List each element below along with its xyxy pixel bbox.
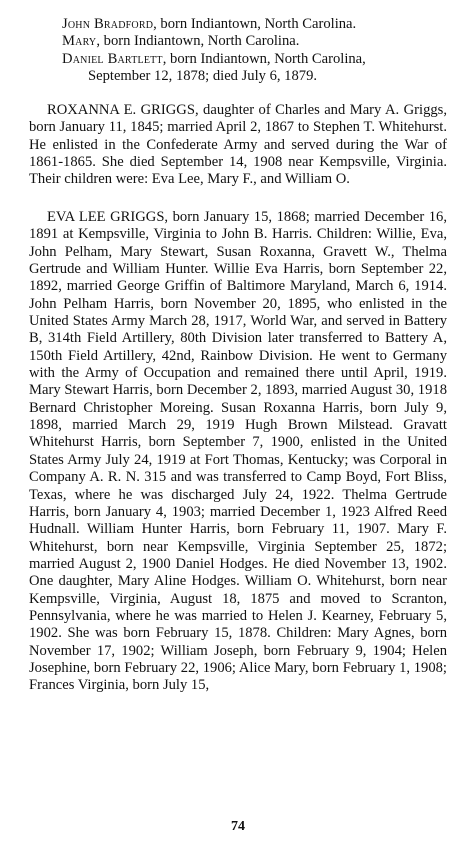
children-list bbox=[62, 16, 422, 86]
child-details-continued: September 12, 1878; died July 6, 1879. bbox=[88, 68, 318, 85]
child-entry-mary bbox=[62, 33, 422, 50]
child-name: Mary bbox=[62, 33, 97, 50]
paragraph-roxanna-griggs: ROXANNA E. GRIGGS, daughter of Charles and Mary A. Griggs, born January 11, 1845; married April 2, 1867 to Stephen T. Whitehurst. He enlisted in the Confederate Army and served during the War of 1861-1865. She died September 14, 1908 near Kempsville, Virginia. Their children were: Eva Lee, Mary F., and William O. bbox=[29, 102, 447, 188]
child-details: , born Indiantown, North Carolina. bbox=[96, 33, 300, 50]
child-entry-john-bradford bbox=[62, 16, 422, 33]
child-entry-daniel-bartlett bbox=[62, 51, 422, 86]
child-name: Daniel Bartlett bbox=[62, 50, 163, 67]
page-number: 74 bbox=[231, 819, 245, 834]
child-details: , born Indiantown, North Carolina, bbox=[162, 50, 366, 67]
child-name: John Bradford bbox=[62, 16, 154, 32]
child-details: , born Indiantown, North Carolina. bbox=[153, 16, 357, 32]
paragraph-eva-lee-griggs: EVA LEE GRIGGS, born January 15, 1868; married December 16, 1891 at Kempsville, Virginia to John B. Harris. Children: Willie, Eva, John Pelham, Mary Stewart, Susan Roxanna, Gravett W., Thelma Gertrude and William Hunter. Willie Eva Harris, born September 22, 1892, married George Griffin of Baltimore Maryland, March 6, 1914. John Pelham Harris, born November 20, 1895, who enlisted in the United States Army March 28, 1917, World War, and served in Battery B, 314th Field Artillery, 80th Division later transferred to Battery A, 150th Field Artillery, 42nd, Rainbow Division. He went to Germany with the Army of Occupation and remained there until April, 1919. Mary Stewart Harris, born December 2, 1893, married August 30, 1918 Bernard Christopher Moreing. Susan Roxanna Harris, born July 9, 1898, married March 29, 1919 Hugh Brown Milstead. Gravatt Whitehurst Harris, born September 7, 1900, enlisted in the United States Army July 24, 1919 at Fort Thomas, Kentucky; was Corporal in Company A. R. N. 315 and was transferred to Camp Boyd, Fort Bliss, Texas, where he was discharged July 24, 1922. Thelma Gertrude Harris, born January 4, 1903; married December 1, 1923 Alfred Reed Hudnall. William Hunter Harris, born February 11, 1907. Mary F. Whitehurst, born near Kempsville, Virginia September 25, 1872; married August 2, 1900 Daniel Hodges. He died November 13, 1902. One daughter, Mary Aline Hodges. William O. Whitehurst, born near Kempsville, Virginia, August 18, 1875 and moved to Scranton, Pennsylvania, where he was married to Helen J. Kearney, February 5, 1902. She was born February 15, 1878. Children: Mary Agnes, born November 17, 1902; William Joseph, born February 9, 1904; Helen Josephine, born February 22, 1906; Alice Mary, born February 1, 1908; Frances Virginia, born July 15, bbox=[29, 209, 447, 694]
